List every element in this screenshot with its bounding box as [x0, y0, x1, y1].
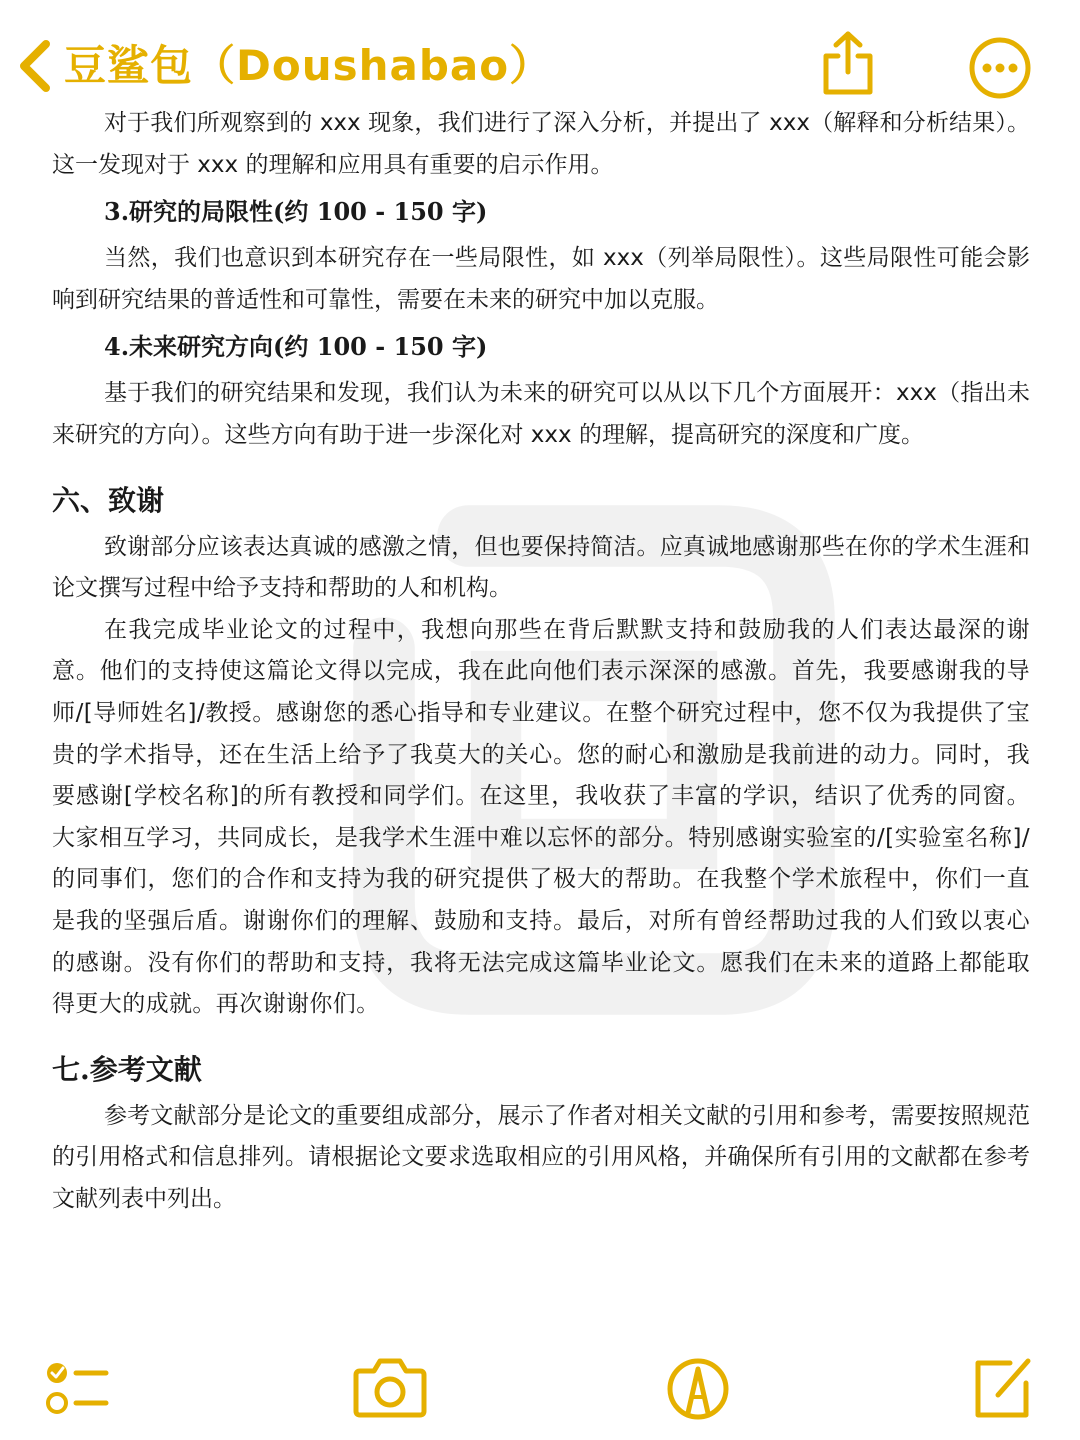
bottom-toolbar	[0, 1345, 1080, 1440]
paragraph-limitations: 当然，我们也意识到本研究存在一些局限性，如 xxx（列举局限性）。这些局限性可能会影响到研究结果的普适性和可靠性，需要在未来的研究中加以克服。	[52, 245, 1030, 313]
section-heading-references: 七.参考文献	[52, 1052, 202, 1086]
subheading-future-research: 4.未来研究方向(约 100 - 150 字)	[104, 332, 488, 362]
note-title: 豆鲨包（Doushabao）	[64, 41, 553, 90]
paragraph-acknowledgements-sample: 在我完成毕业论文的过程中，我想向那些在背后默默支持和鼓励我的人们表达最深的谢意。他们的支持使这篇论文得以完成，我在此向他们表示深深的感激。首先，我要感谢我的导师/[导师姓名]/教授。感谢您的悉心指导和专业建议。在整个研究过程中，您不仅为我提供了宝贵的学术指导，还在生活上给予了我莫大的关心。您的耐心和激励是我前进的动力。同时，我要感谢[学校名称]的所有教授和同学们。在这里，我收获了丰富的学识，结识了优秀的同窗。大家相互学习，共同成长，是我学术生涯中难以忘怀的部分。特别感谢实验室的/[实验室名称]/的同事们，您们的合作和支持为我的研究提供了极大的帮助。在我整个学术旅程中，你们一直是我的坚强后盾。谢谢你们的理解、鼓励和支持。最后，对所有曾经帮助过我的人们致以衷心的感谢。没有你们的帮助和支持，我将无法完成这篇毕业论文。愿我们在未来的道路上都能取得更大的成就。再次谢谢你们。	[52, 616, 1030, 1018]
checklist-icon[interactable]	[44, 1353, 110, 1423]
camera-icon[interactable]	[352, 1353, 428, 1423]
paragraph-future-research: 基于我们的研究结果和发现，我们认为未来的研究可以从以下几个方面展开：xxx（指出未来研究的方向）。这些方向有助于进一步深化对 xxx 的理解，提高研究的深度和广度。	[52, 380, 1030, 448]
section-heading-acknowledgements: 六、致谢	[52, 483, 165, 517]
paragraph-acknowledgements-intro: 致谢部分应该表达真诚的感激之情，但也要保持简洁。应真诚地感谢那些在你的学术生涯和论文撰写过程中给予支持和帮助的人和机构。	[52, 533, 1030, 602]
share-icon[interactable]	[818, 30, 878, 98]
markup-pen-icon[interactable]	[666, 1353, 730, 1423]
more-icon[interactable]	[968, 36, 1032, 100]
navigation-bar	[0, 0, 1080, 120]
compose-icon[interactable]	[970, 1353, 1034, 1423]
paragraph-references: 参考文献部分是论文的重要组成部分，展示了作者对相关文献的引用和参考，需要按照规范的引用格式和信息排列。请根据论文要求选取相应的引用风格，并确保所有引用的文献都在参考文献列表中列出。	[52, 1102, 1030, 1212]
paragraph-intro: 对于我们所观察到的 xxx 现象，我们进行了深入分析，并提出了 xxx（解释和分析结果）。这一发现对于 xxx 的理解和应用具有重要的启示作用。	[52, 110, 1030, 178]
chevron-left-icon[interactable]	[14, 36, 54, 96]
subheading-limitations: 3.研究的局限性(约 100 - 150 字)	[104, 197, 488, 227]
note-body[interactable]	[52, 103, 1030, 1220]
